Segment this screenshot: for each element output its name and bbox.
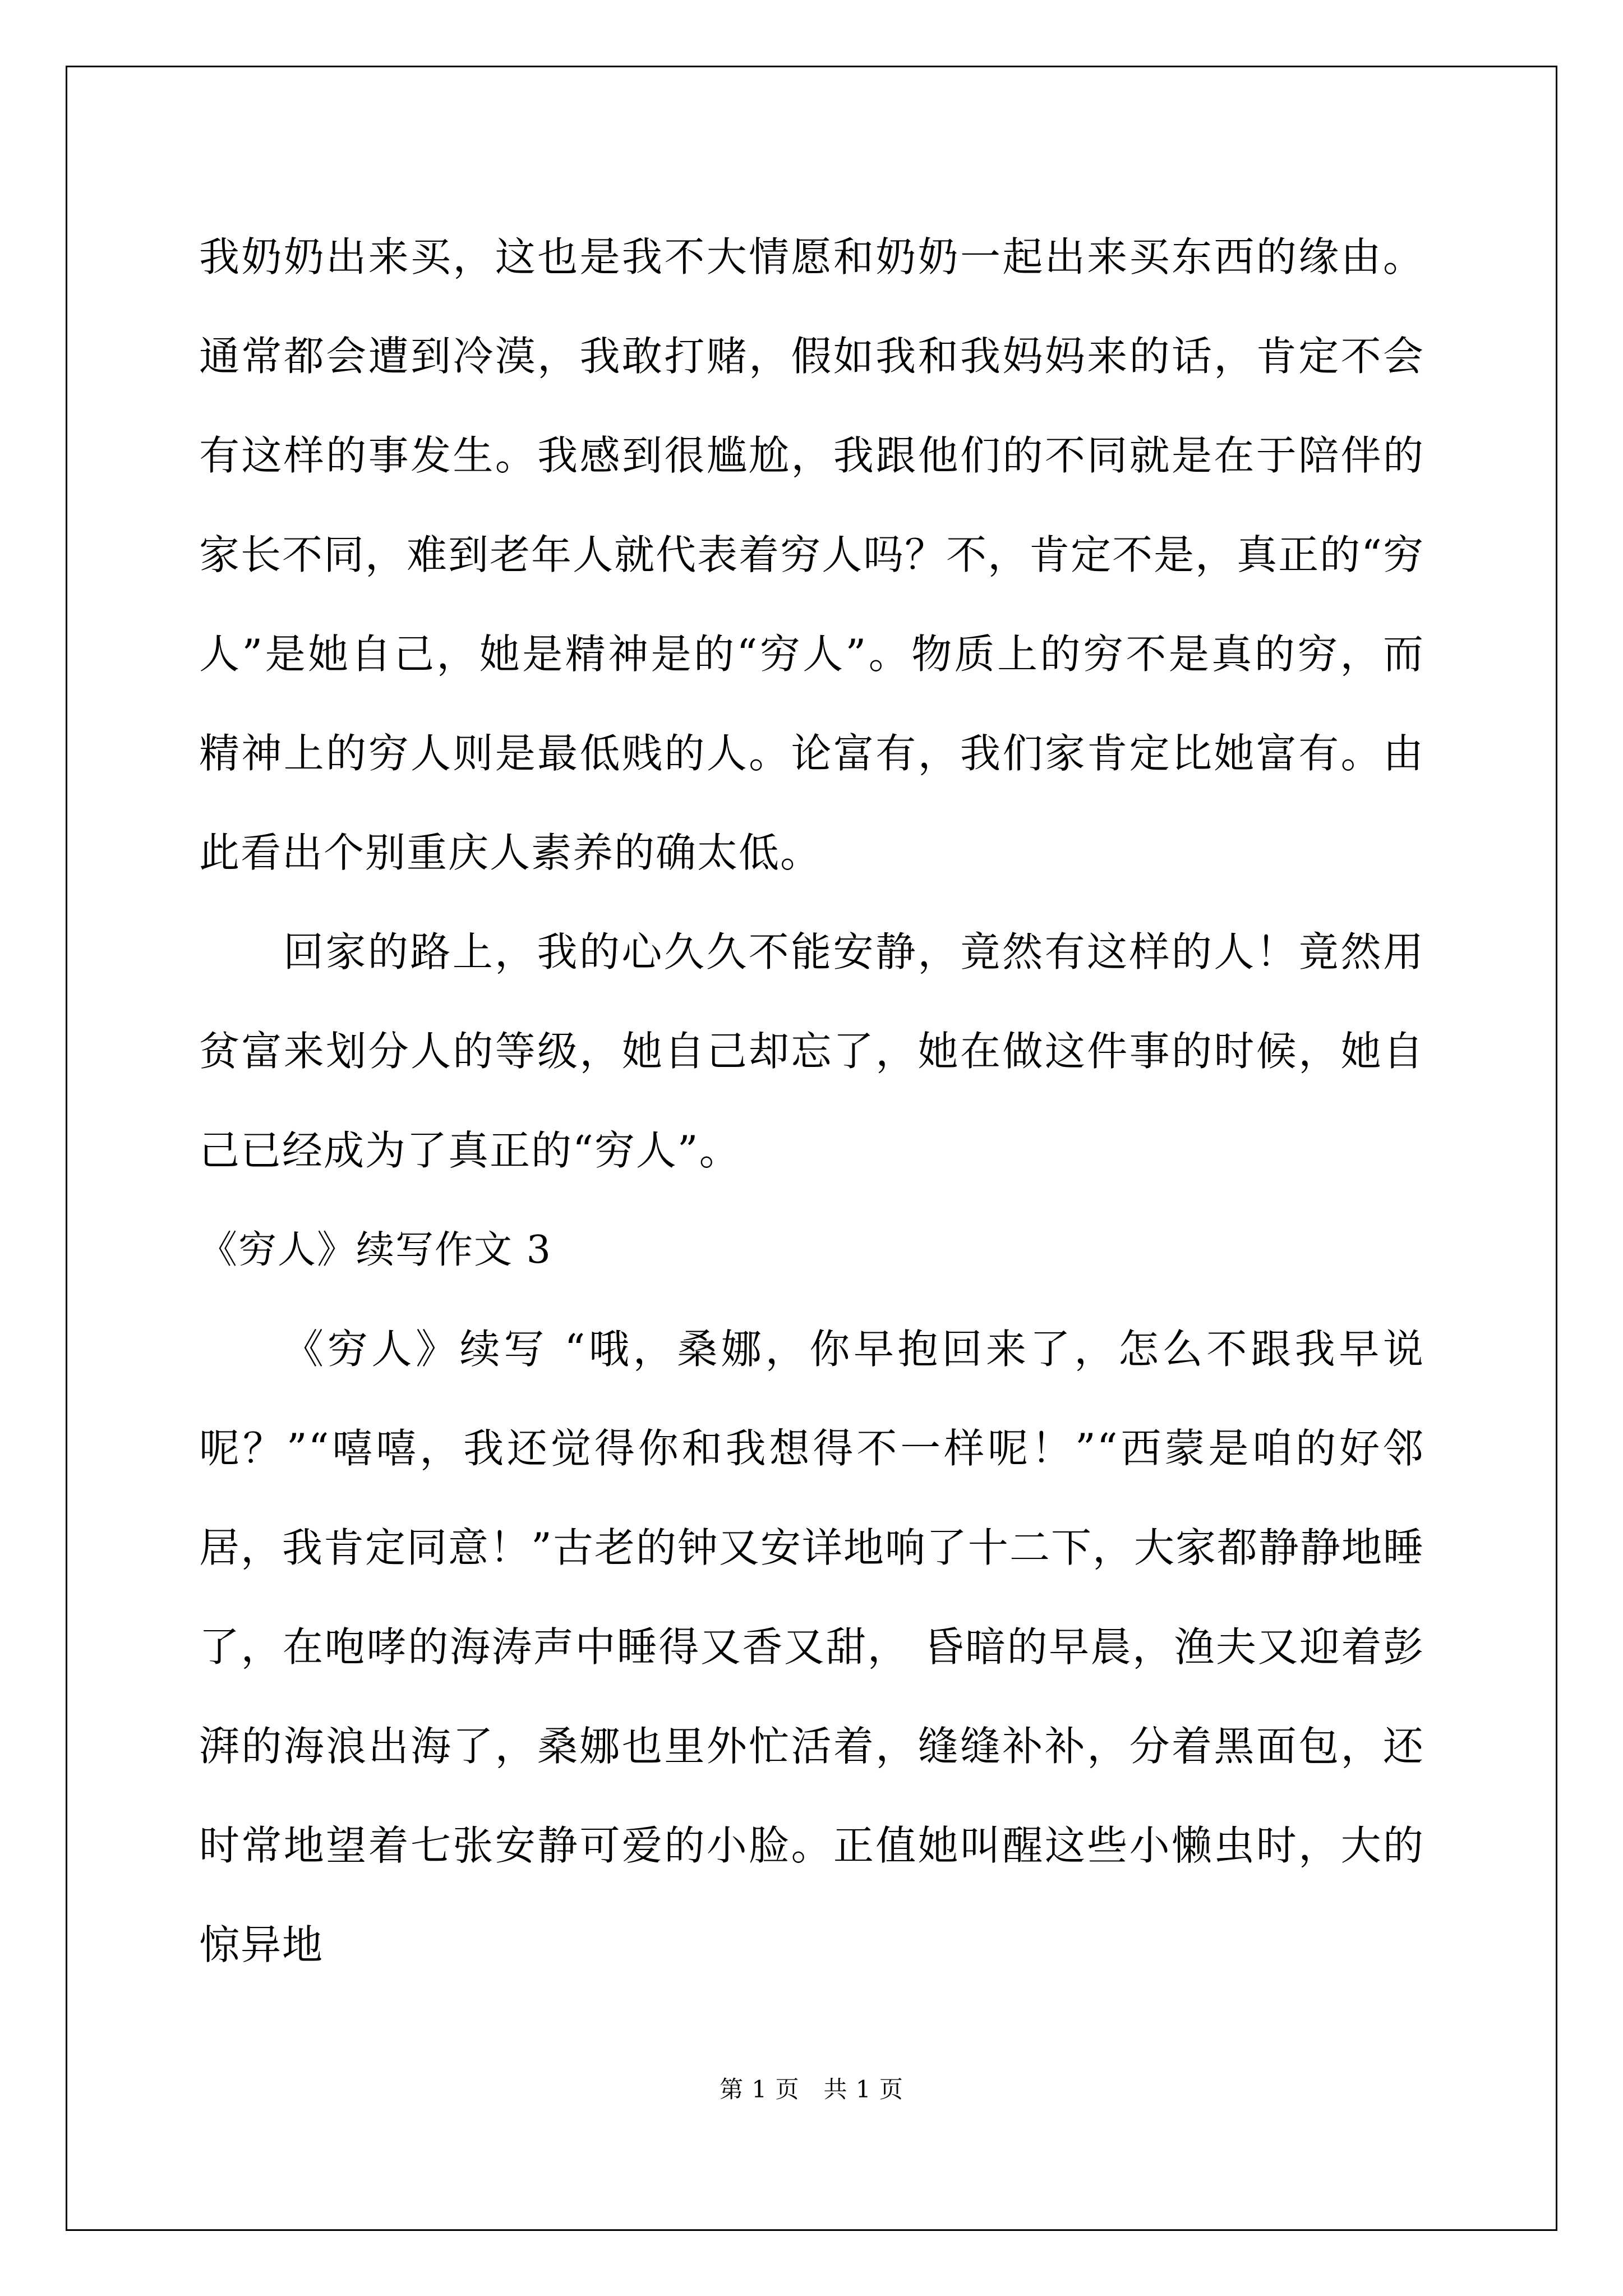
paragraph-1: 我奶奶出来买，这也是我不大情愿和奶奶一起出来买东西的缘由。通常都会遭到冷漠，我敢打赌，假如我和我妈妈来的话，肯定不会有这样的事发生。我感到很尴尬，我跟他们的不同就是在于陪伴的家长不同，难到老年人就代表着穷人吗？不，肯定不是，真正的“穷人”是她自己，她是精神是的“穷人”。物质上的穷不是真的穷，而精神上的穷人则是最低贱的人。论富有，我们家肯定比她富有。由此看出个别重庆人素养的确太低。 [199, 233, 1424, 876]
page-number-footer: 第 1 页 共 1 页 [720, 2076, 903, 2103]
paragraph-3: 《穷人》续写 “哦，桑娜，你早抱回来了，怎么不跟我早说呢？”“嘻嘻，我还觉得你和我想得不一样呢！”“西蒙是咱的好邻居，我肯定同意！”古老的钟又安详地响了十二下，大家都静静地睡了，在咆哮的海涛声中睡得又香又甜， 昏暗的早晨，渔夫又迎着彭湃的海浪出海了，桑娜也里外忙活着，缝缝补补，分着黑面包，还时常地望着七张安静可爱的小脸。正值她叫醒这些小懒虫时，大的惊异地 [199, 1326, 1424, 1968]
document-body [199, 208, 1424, 1995]
paragraph-2: 回家的路上，我的心久久不能安静，竟然有这样的人！竟然用贫富来划分人的等级，她自己却忘了，她在做这件事的时候，她自己已经成为了真正的“穷人”。 [199, 928, 1424, 1174]
section-heading: 《穷人》续写作文 3 [199, 1228, 552, 1272]
